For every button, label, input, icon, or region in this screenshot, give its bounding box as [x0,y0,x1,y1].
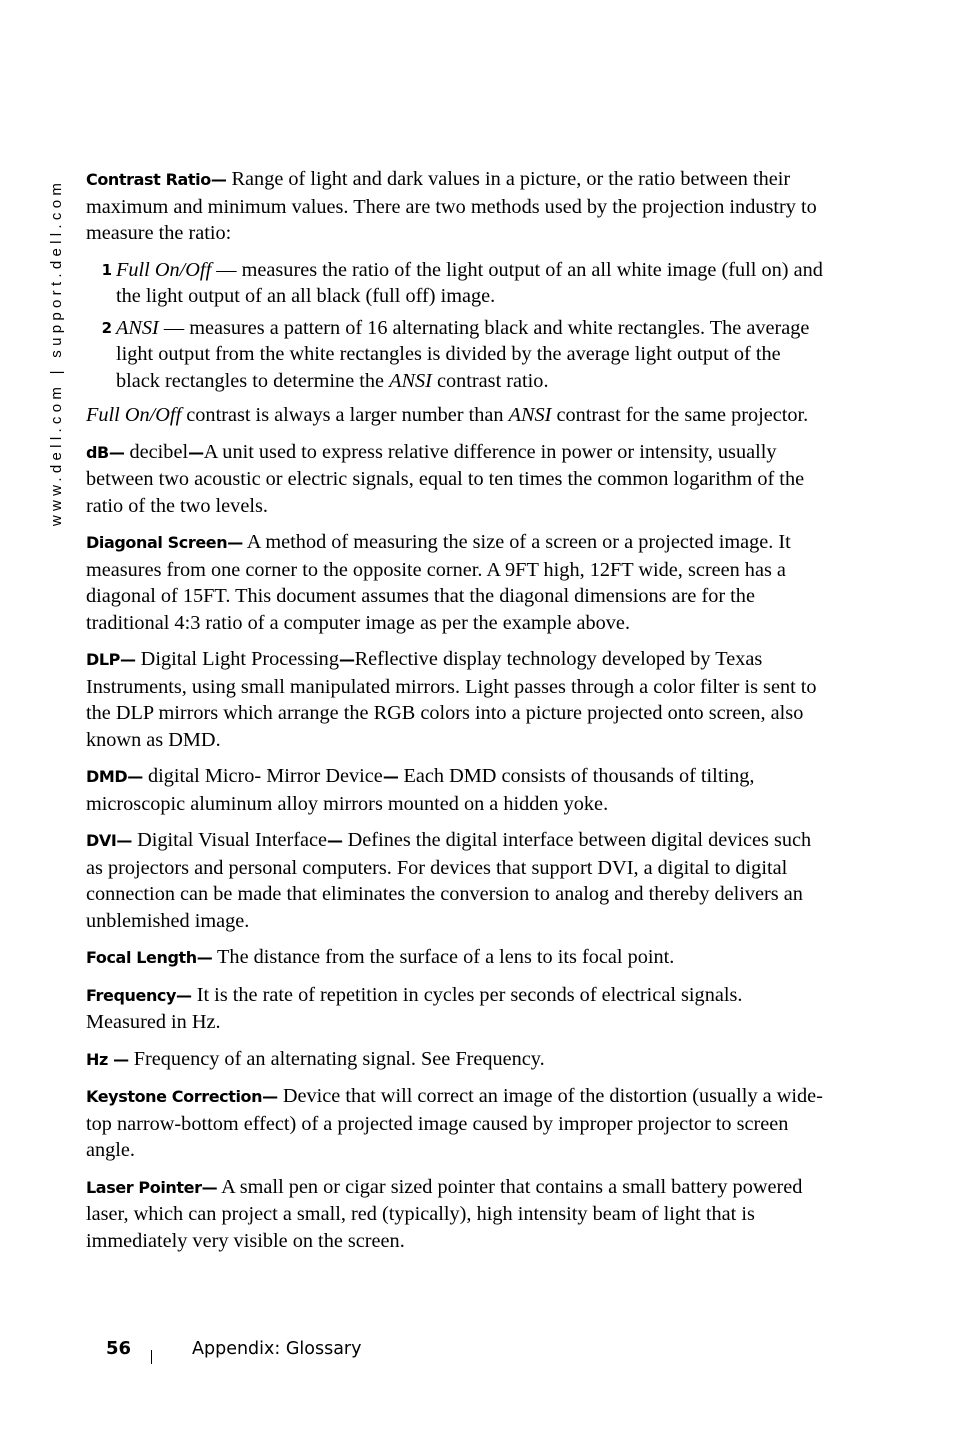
glossary-content [86,166,826,1264]
definition-text: Frequency of an alternating signal. See Frequency. [128,1047,545,1070]
definition-text: Range of light and dark values in a picture, or the ratio between their maximum and minimum values. There are two methods used by the projection industry to measure the ratio: [86,168,817,244]
term-keystone-correction: Keystone Correction— [86,1087,278,1106]
entry-laser-pointer [86,1174,826,1255]
entry-keystone-correction [86,1083,826,1164]
entry-dvi [86,827,826,934]
italic-term: Full On/Off [116,258,212,281]
side-url-container [46,172,68,532]
italic-term: ANSI [389,369,432,392]
term-contrast-ratio: Contrast Ratio— [86,170,227,189]
entry-frequency [86,982,826,1036]
list-item-description-end: contrast ratio. [431,369,549,392]
definition-text: A small pen or cigar sized pointer that contains a small battery powered laser, which can project a small, red (typically), high intensity beam of light that is immediately very visible on the screen. [86,1175,803,1252]
em-dash: — [382,767,399,786]
footer-divider [151,1350,152,1364]
term-diagonal-screen: Diagonal Screen— [86,533,243,552]
term-dlp: DLP— [86,650,136,669]
em-dash: — [338,650,355,669]
definition-text: Reflective display technology developed by Texas Instruments, using small manipulated mirrors. Light passes through a color filter is sent to the DLP mirrors which arrange the RGB colors into a picture projected onto screen, also known as DMD. [86,648,817,751]
note-text: contrast is always a larger number than [181,404,509,426]
term-dmd: DMD— [86,767,143,786]
em-dash: — [326,831,343,850]
definition-text: Each DMD consists of thousands of tilting, microscopic aluminum alloy mirrors mounted on a hidden yoke. [86,765,755,815]
term-hz: Hz — [86,1049,129,1069]
page-number: 56 [106,1338,132,1359]
italic-term: Full On/Off [86,404,182,426]
entry-contrast-ratio [86,166,826,247]
list-number: 1 [101,260,112,279]
definition-text: Device that will correct an image of the distortion (usually a wide-top narrow-bottom effect) of a projected image caused by improper projector to screen angle. [86,1085,823,1161]
definition-text: A unit used to express relative difference in power or intensity, usually between two acoustic or electric signals, equal to ten times the common logarithm of the ratio of the two levels. [86,440,805,517]
section-title: Appendix: Glossary [192,1339,362,1359]
definition-text: It is the rate of repetition in cycles per seconds of electrical signals. Measured in Hz. [86,983,743,1033]
definition-text: The distance from the surface of a lens to its focal point. [212,946,675,968]
term-dvi: DVI— [86,831,133,850]
contrast-note [86,402,826,429]
entry-dlp [86,646,826,753]
list-item-description: — measures a pattern of 16 alternating black and white rectangles. The average light output from the white rectangles is divided by the average light output of the black rectangles to determine the [116,316,810,392]
entry-db [86,439,826,520]
list-item [86,257,826,310]
note-text-end: contrast for the same projector. [551,404,809,426]
list-item-text [116,315,826,395]
term-focal-length: Focal Length— [86,948,213,967]
term-frequency: Frequency— [86,985,192,1005]
list-item-text [116,257,826,310]
term-db: dB— [86,442,125,462]
expansion-text: Digital Visual Interface [132,829,327,851]
definition-text: Defines the digital interface between digital devices such as projectors and personal computers. For devices that support DVI, a digital to digital connection can be made that eliminates the conversion to analog and thereby delivers an unblemished image. [86,829,812,932]
page-footer [0,1338,954,1368]
list-number: 2 [101,318,112,337]
italic-term: ANSI [508,404,552,426]
entry-diagonal-screen [86,529,826,636]
expansion-text: decibel [124,440,189,463]
em-dash: — [188,442,204,462]
list-item [86,315,826,395]
expansion-text: digital Micro- Mirror Device [142,765,383,787]
entry-hz [86,1046,826,1074]
contrast-method-list [86,257,826,395]
list-item-description: — measures the ratio of the light output of an all white image (full on) and the light output of an all black (full off) image. [116,258,823,307]
side-url: www.dell.com | support.dell.com [48,178,66,526]
entry-dmd [86,763,826,817]
expansion-text: Digital Light Processing [135,648,339,670]
term-laser-pointer: Laser Pointer— [86,1177,218,1197]
entry-focal-length [86,944,826,972]
definition-text: A method of measuring the size of a screen or a projected image. It measures from one corner to the opposite corner. A 9FT high, 12FT wide, screen has a diagonal of 15FT. This document assumes that the diagonal dimensions are for the traditional 4:3 ratio of a computer image as per the example above. [86,531,791,634]
italic-term: ANSI [116,316,159,339]
